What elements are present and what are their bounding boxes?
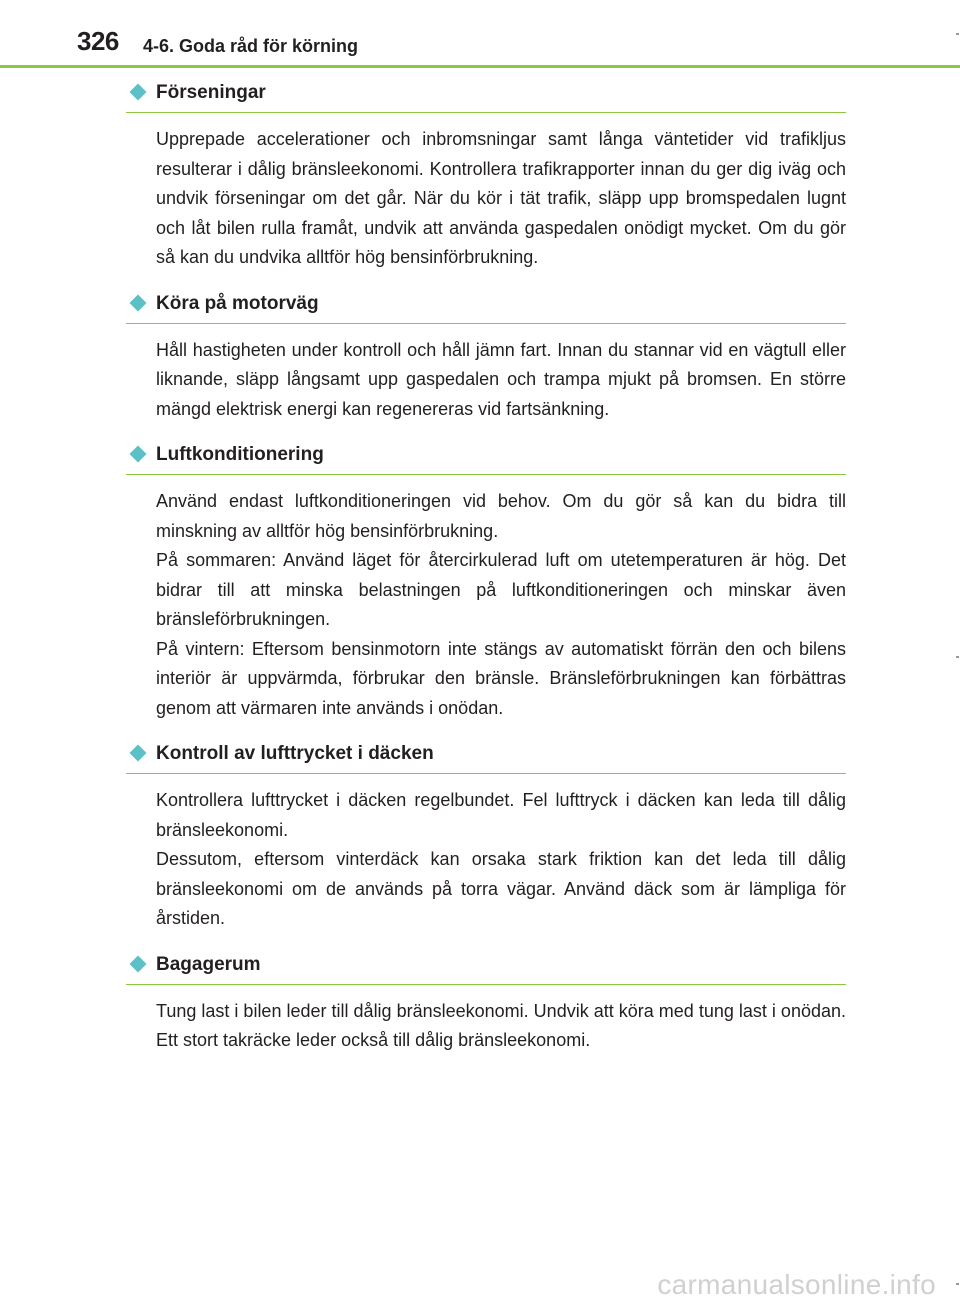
section-title: Köra på motorväg: [156, 292, 319, 314]
diamond-icon: [130, 294, 147, 311]
paragraph: Tung last i bilen leder till dålig bränsleekonomi. Undvik att köra med tung last i onödan. Ett stort takräcke leder också till dålig bränsleekonomi.: [156, 1000, 846, 1050]
margin-tick: [956, 656, 959, 658]
header-rule: [0, 65, 960, 68]
section-header: [126, 950, 846, 985]
paragraph: Upprepade accelerationer och inbromsningar samt långa väntetider vid trafikljus resulterar i dålig bränsleekonomi. Kontrollera trafikrapporter innan du ger dig iväg och undvik förseningar om det går. När du kör i tät trafik, släpp upp bromspedalen lugnt och låt bilen rulla framåt, undvik att använda gaspedalen onödigt mycket. Om du gör så kan du undvika alltför hög bensinförbrukning.: [156, 129, 846, 267]
page-header: [0, 0, 960, 70]
section-header: [126, 440, 846, 475]
section-forseningar: [126, 78, 846, 273]
margin-tick: [956, 1283, 959, 1285]
paragraph: På vintern: Eftersom bensinmotorn inte stängs av automatiskt förrän den och bilens interiör är uppvärmda, förbrukar den bränsle. Bränsleförbrukningen kan förbättras genom att värmaren inte används i onödan.: [156, 638, 846, 718]
diamond-icon: [130, 745, 147, 762]
section-header: [126, 289, 846, 324]
paragraph: Använd endast luftkonditioneringen vid behov. Om du gör så kan du bidra till minskning av alltför hög bensinförbrukning.: [156, 491, 846, 541]
diamond-icon: [130, 446, 147, 463]
paragraph: På sommaren: Använd läget för återcirkulerad luft om utetemperaturen är hög. Det bidrar till att minska belastningen på luftkonditioneringen och minskar även bränsleförbrukningen.: [156, 550, 846, 629]
diamond-icon: [130, 955, 147, 972]
section-title: Förseningar: [156, 82, 266, 103]
section-title: Luftkonditionering: [156, 444, 324, 465]
margin-tick: [956, 33, 959, 35]
page-number: 326: [77, 26, 119, 56]
diamond-icon: [130, 84, 147, 101]
section-header: [126, 78, 846, 113]
section-lufttryck: [126, 739, 846, 934]
section-bagagerum: [126, 950, 846, 1056]
paragraph: Dessutom, eftersom vinterdäck kan orsaka stark friktion kan det leda till dålig bränsleekonomi om de används på torra vägar. Använd däck som är lämpliga för årstiden.: [156, 849, 846, 928]
paragraph: Håll hastigheten under kontroll och håll jämn fart. Innan du stannar vid en vägtull eller liknande, släpp långsamt upp gaspedalen och trampa mjukt på bromsen. En större mängd elektrisk energi kan regenereras vid fartsänkning.: [156, 339, 846, 419]
section-luftkonditionering: [126, 440, 846, 723]
section-title: Bagagerum: [156, 953, 261, 975]
section-header: [126, 739, 846, 774]
section-title: Kontroll av lufttrycket i däcken: [156, 743, 434, 764]
chapter-title: 4-6. Goda råd för körning: [143, 36, 359, 56]
paragraph: Kontrollera lufttrycket i däcken regelbundet. Fel lufttryck i däcken kan leda till dålig bränsleekonomi.: [156, 790, 846, 840]
watermark: carmanualsonline.info: [657, 1269, 936, 1300]
section-kora-pa-motorvag: [126, 289, 846, 425]
page-content: [126, 78, 846, 1072]
